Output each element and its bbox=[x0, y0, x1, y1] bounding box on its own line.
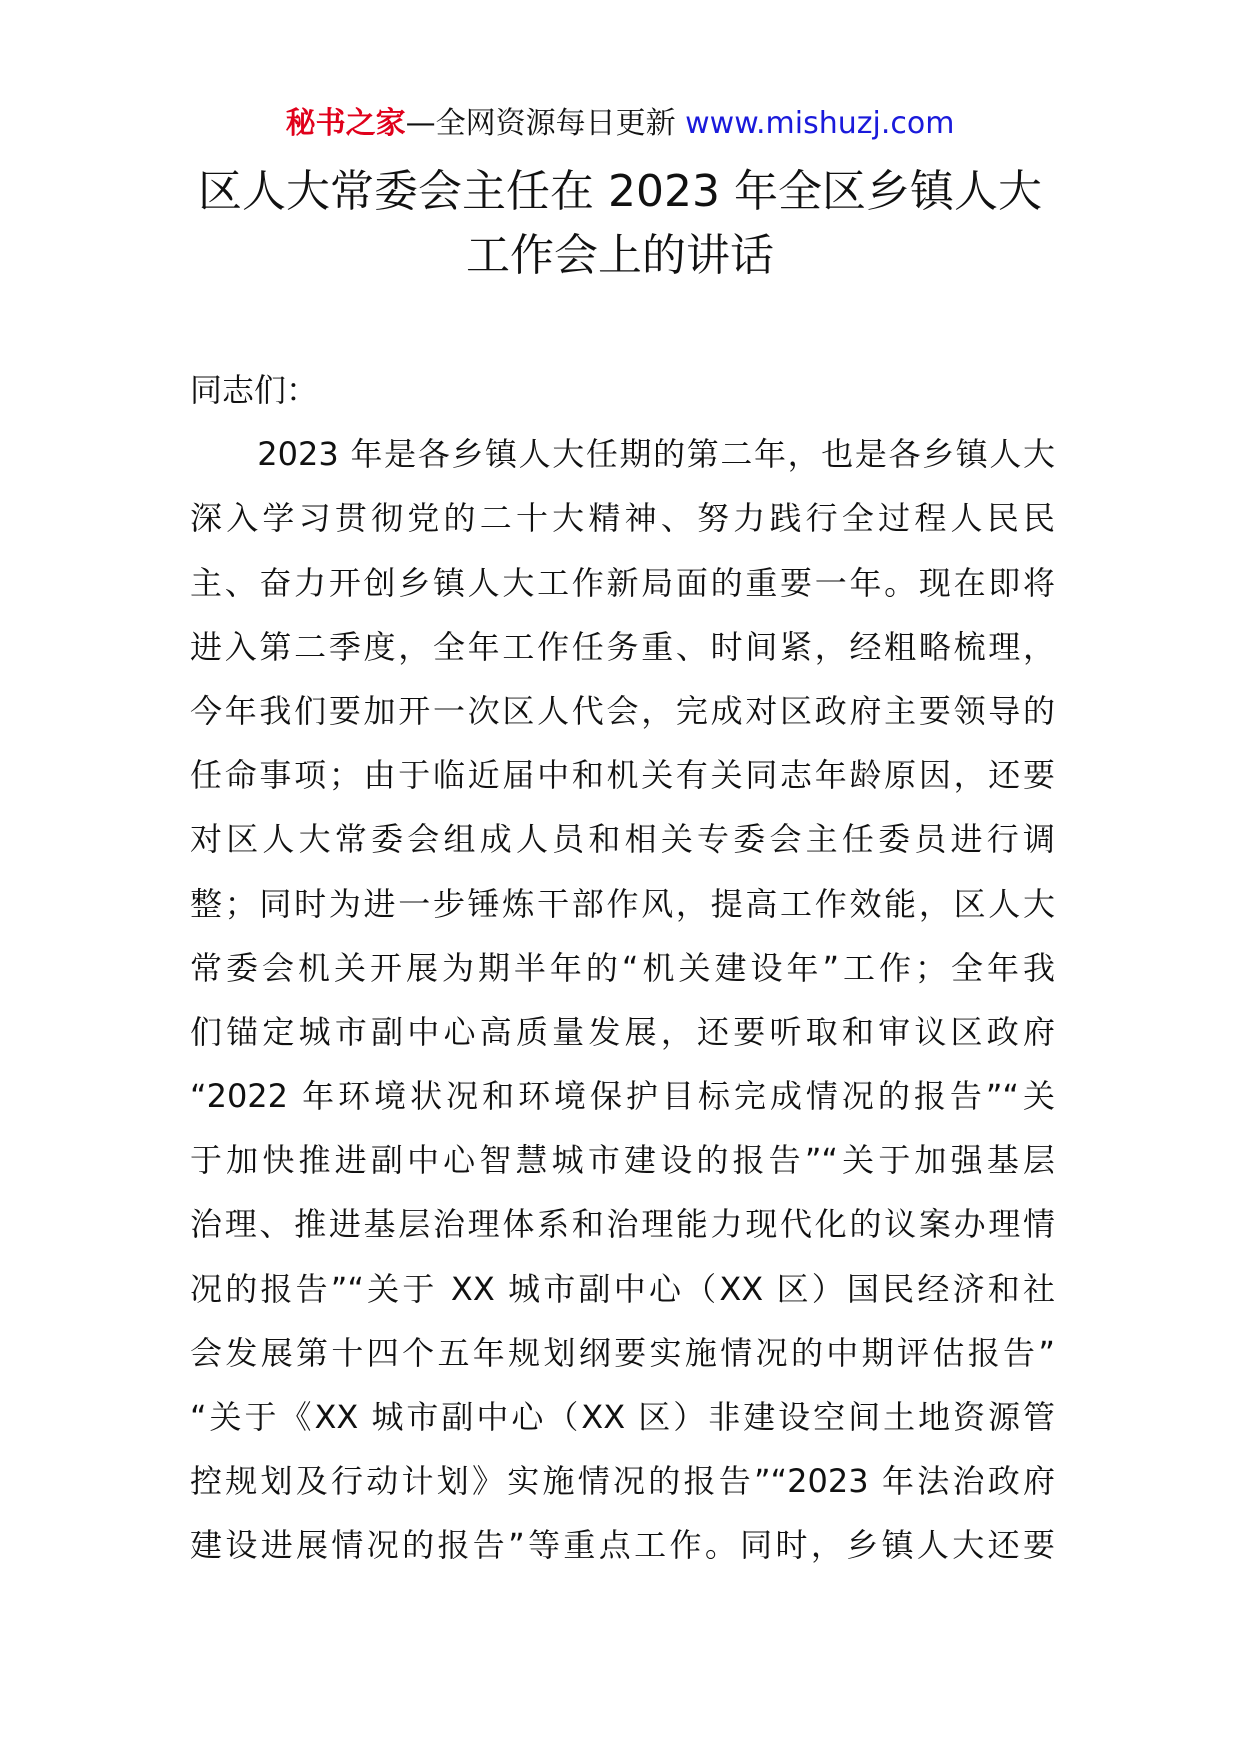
body-line: 会发展第十四个五年规划纲要实施情况的中期评估报告” bbox=[190, 1333, 1055, 1372]
body-line: “关于《XX 城市副中心（XX 区）非建设空间土地资源管 bbox=[190, 1398, 1055, 1436]
body-line: 们锚定城市副中心高质量发展，还要听取和审议区政府 bbox=[190, 1012, 1055, 1051]
document-body bbox=[190, 358, 1055, 1578]
body-line: “2022 年环境状况和环境保护目标完成情况的报告”“关 bbox=[190, 1077, 1055, 1116]
body-line: 于加快推进副中心智慧城市建设的报告”“关于加强基层 bbox=[190, 1141, 1055, 1180]
body-line: 任命事项；由于临近届中和机关有关同志年龄原因，还要 bbox=[190, 756, 1055, 795]
body-line: 2023 年是各乡镇人大任期的第二年，也是各乡镇人大 bbox=[190, 435, 1055, 474]
document-title bbox=[150, 160, 1090, 288]
site-url-link[interactable]: www.mishuzj.com bbox=[685, 106, 955, 141]
body-line: 整；同时为进一步锤炼干部作风，提高工作效能，区人大 bbox=[190, 884, 1055, 923]
body-line: 对区人大常委会组成人员和相关专委会主任委员进行调 bbox=[190, 820, 1055, 859]
body-line: 深入学习贯彻党的二十大精神、努力践行全过程人民民 bbox=[190, 499, 1055, 538]
site-header bbox=[0, 100, 1240, 148]
header-tagline: —全网资源每日更新 bbox=[405, 106, 686, 141]
body-line: 治理、推进基层治理体系和治理能力现代化的议案办理情 bbox=[190, 1205, 1055, 1244]
brand-name: 秘书之家 bbox=[285, 106, 406, 141]
body-line: 今年我们要加开一次区人代会，完成对区政府主要领导的 bbox=[190, 691, 1055, 730]
body-line: 主、奋力开创乡镇人大工作新局面的重要一年。现在即将 bbox=[190, 563, 1055, 602]
title-line-2: 工作会上的讲话 bbox=[466, 230, 774, 281]
body-line: 常委会机关开展为期半年的“机关建设年”工作；全年我 bbox=[190, 948, 1055, 987]
title-line-1: 区人大常委会主任在 2023 年全区乡镇人大 bbox=[198, 166, 1042, 217]
body-line: 控规划及行动计划》实施情况的报告”“2023 年法治政府 bbox=[190, 1462, 1055, 1501]
salutation: 同志们： bbox=[190, 371, 319, 409]
body-line: 况的报告”“关于 XX 城市副中心（XX 区）国民经济和社 bbox=[190, 1269, 1055, 1308]
body-line: 建设进展情况的报告”等重点工作。同时，乡镇人大还要 bbox=[190, 1526, 1055, 1565]
body-line: 进入第二季度，全年工作任务重、时间紧，经粗略梳理， bbox=[190, 627, 1055, 666]
